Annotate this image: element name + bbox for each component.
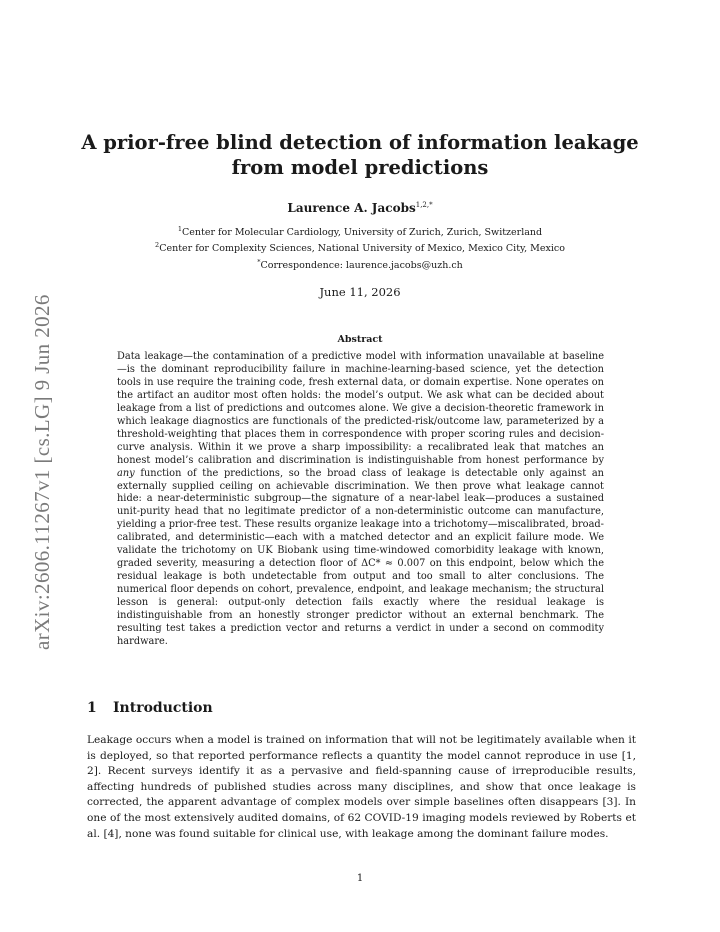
abstract-heading: Abstract xyxy=(337,334,383,345)
correspondence-email-text: Correspondence: laurence.jacobs@uzh.ch xyxy=(260,260,463,272)
page-number: 1 xyxy=(356,873,364,884)
arxiv-identifier-text: arXiv:2606.11267v1 [cs.LG] 9 Jun 2026 xyxy=(30,294,54,650)
author-line xyxy=(0,201,720,215)
paper-title: A prior-free blind detection of information leakage from model predictions xyxy=(81,131,639,179)
affiliation-text: Center for Complexity Sciences, National University of Mexico, Mexico City, Mexico xyxy=(159,243,565,255)
section-heading-introduction xyxy=(87,700,213,716)
introduction-paragraph: Leakage occurs when a model is trained on information that will not be legitimately available when it is deployed, so that reported performance reflects a quantity the model cannot reproduce in use [1, 2]. Recent surveys identify it as a pervasive and field-spanning cause of irreproducible results, affecting hundreds of published studies across many disciplines, and show that once leakage is corrected, the apparent advantage of complex models over simple baselines often disappears [3]. In one of the most extensively audited domains, of 62 COVID-19 imaging models reviewed by Roberts et al. [4], none was found suitable for clinical use, with leakage among the dominant failure modes. xyxy=(87,734,636,840)
affiliation-2 xyxy=(0,241,720,254)
correspondence-mark: * xyxy=(257,258,261,266)
affiliation-1 xyxy=(0,225,720,238)
author-name: Laurence A. Jacobs xyxy=(287,201,416,215)
correspondence xyxy=(0,258,720,271)
abstract-math-detection-floor: ΔC* ≈ 0.007 xyxy=(361,558,426,570)
affiliation-mark: 1 xyxy=(177,225,183,233)
section-number: 1 xyxy=(87,700,97,716)
publication-date: June 11, 2026 xyxy=(319,285,401,299)
abstract-text-part-2: function of the predictions, so the broad class of leakage is detectable only against an externally supplied ceiling on achievable discrimination. We then prove what leakage cannot hide: a near-deterministic subgroup—the signature of a near-label leak—produces a sustained unit-purity head that no legitimate predictor of a non-deterministic outcome can manufacture, yielding a prior-free test. These results organize leakage into a trichotomy—miscalibrated, broad-calibrated, and deterministic—each with a matched detector and an explicit failure mode. We validate the trichotomy on UK Biobank using time-windowed comorbidity leakage with known, graded severity, measuring a detection floor of xyxy=(117,467,604,570)
author-affiliation-marks: 1,2,* xyxy=(415,201,433,209)
abstract-text-part-3: on this endpoint, below which the residual leakage is both undetectable from output and too small to alter conclusions. The numerical floor depends on cohort, prevalence, endpoint, and leakage mechanism; the structural lesson is general: output-only detection fails exactly where the residual leakage is indistinguishable from an honestly stronger predictor without an external benchmark. The resulting test takes a prediction vector and returns a verdict in under a second on commodity hardware. xyxy=(117,558,605,647)
section-title: Introduction xyxy=(113,700,213,716)
affiliation-mark: 2 xyxy=(155,241,160,249)
affiliation-text: Center for Molecular Cardiology, University of Zurich, Zurich, Switzerland xyxy=(182,227,543,239)
abstract-text-part-1: Data leakage—the contamination of a predictive model with information unavailable at baseline—is the dominant reproducibility failure in machine-learning-based science, yet the detection tools in use require the training code, fresh external data, or domain expertise. None operates on the artifact an auditor most often holds: the model’s output. We ask what can be decided about leakage from a list of predictions and outcomes alone. We give a decision-theoretic framework in which leakage diagnostics are functionals of the predicted-risk/outcome law, parameterized by a threshold-weighting that places them in correspondence with proper scoring rules and decision-curve analysis. Within it we prove a sharp impossibility: a recalibrated leak that matches an honest model’s calibration and discrimination is indistinguishable from honest performance by xyxy=(117,351,604,466)
abstract-italic-word: any xyxy=(117,467,135,479)
abstract-body xyxy=(117,351,604,649)
